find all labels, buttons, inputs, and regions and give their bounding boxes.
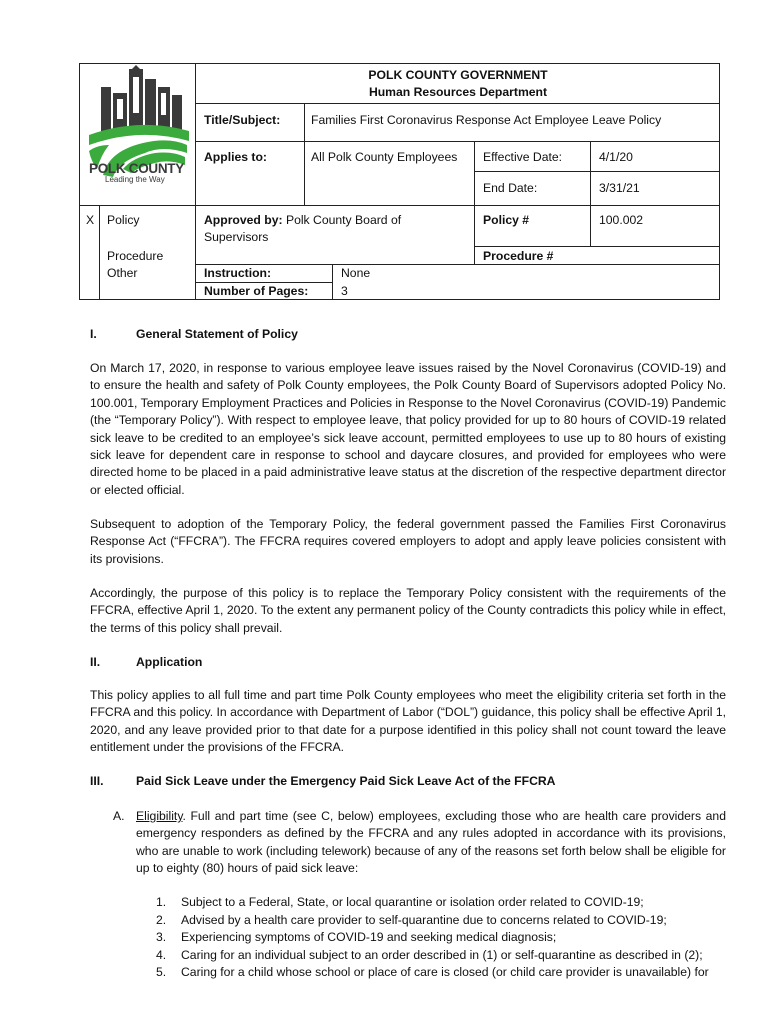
section-3-title: Paid Sick Leave under the Emergency Paid Sick Leave Act of the FFCRA — [136, 774, 556, 788]
polk-county-logo — [83, 65, 195, 195]
instruction-value: None — [341, 266, 371, 280]
list-item-text: Subject to a Federal, State, or local quarantine or isolation order related to COVID-19; — [181, 895, 644, 909]
type-policy: Policy — [107, 213, 140, 227]
applies-to-label: Applies to: — [204, 150, 267, 164]
pages-label: Number of Pages: — [204, 284, 309, 298]
section-2-heading — [90, 655, 202, 669]
list-item — [156, 912, 728, 930]
effective-date-label: Effective Date: — [483, 150, 563, 164]
instruction-label: Instruction: — [204, 266, 272, 280]
policy-number-label: Policy # — [483, 213, 530, 227]
list-item-number: 5. — [156, 965, 167, 980]
logo-name: POLK COUNTY — [89, 161, 184, 176]
logo-tagline: Leading the Way — [105, 175, 165, 184]
section-3-number: III. — [90, 774, 104, 788]
section-1-paragraph-2: Subsequent to adoption of the Temporary Policy, the federal government passed the Families First Coronavirus Response Act (“FFCRA”). The FFCRA requires covered employers to adopt and apply leave policies consistent with its provisions. — [90, 517, 726, 566]
end-date-label: End Date: — [483, 181, 538, 195]
end-date-value: 3/31/21 — [599, 181, 640, 195]
section-1-paragraph-1: On March 17, 2020, in response to various employee leave issues raised by the Novel Coronavirus (COVID-19) and to ensure the health and safety of Polk County employees, the Polk County Board of Supervisors adopted Policy No. 100.001, Temporary Employment Practices and Policies in Response to the Novel Coronavirus (COVID-19) Pandemic (the “Temporary Policy”). With respect to employee leave, that policy provided for up to 80 hours of COVID-19 related sick leave to be credited to an employee’s sick leave account, permitted employees to use up to 80 hours of existing sick leave for dependent care in response to school and daycare closures, and provided for employees who were directed home to be placed in a paid administrative leave status at the discretion of the respective department director or elected official. — [90, 361, 726, 497]
list-item-text: Advised by a health care provider to self-quarantine due to concerns related to COVID-19; — [181, 912, 667, 927]
section-2-number: II. — [90, 655, 101, 669]
section-3-heading — [90, 774, 555, 788]
list-item-text: Caring for an individual subject to an order described in (1) or self-quarantine as described in (2); — [181, 947, 703, 962]
subsection-a-label: A. — [113, 809, 125, 823]
section-1-number: I. — [90, 327, 97, 341]
list-item-number: 1. — [156, 895, 167, 909]
org-name: POLK COUNTY GOVERNMENT — [368, 68, 548, 82]
list-item-number: 2. — [156, 912, 167, 927]
policy-header-table — [79, 63, 720, 300]
approved-by — [204, 212, 401, 228]
pages-value: 3 — [341, 284, 348, 298]
section-2-paragraph-1: This policy applies to all full time and part time Polk County employees who meet the eligibility criteria set forth in the FFCRA and this policy. In accordance with Department of Labor (“DOL”) guidance, this policy shall be effective April 1, 2020, and any leave provided prior to that date for a purpose identified in this policy shall not count toward the leave entitlement under the provisions of the FFCRA. — [90, 688, 726, 755]
list-item — [156, 964, 728, 982]
list-item — [156, 929, 728, 947]
approved-by-label: Approved by: — [204, 213, 283, 227]
type-procedure: Procedure — [107, 249, 164, 263]
type-other: Other — [107, 266, 138, 280]
policy-number-value: 100.002 — [599, 213, 644, 227]
subsection-a-heading: Eligibility — [136, 809, 183, 823]
approved-by-value-line2: Supervisors — [204, 230, 269, 244]
procedure-number-label: Procedure # — [483, 249, 554, 263]
title-value: Families First Coronavirus Response Act Employee Leave Policy — [311, 113, 662, 127]
applies-to-value: All Polk County Employees — [311, 150, 458, 164]
section-1-paragraph-3: Accordingly, the purpose of this policy is to replace the Temporary Policy consistent with the requirements of the FFCRA, effective April 1, 2020. To the extent any permanent policy of the County contradicts this policy while in effect, the terms of this policy shall prevail. — [90, 586, 726, 635]
effective-date-value: 4/1/20 — [599, 150, 633, 164]
subsection-a-text: . Full and part time (see C, below) employees, excluding those who are health care providers and emergency responders as defined by the FFCRA and any rules adopted in accordance with its provisions, who are unable to work (including telework) because of any of the reasons set forth below shall be eligible for up to eighty (80) hours of paid sick leave: — [136, 809, 726, 876]
list-item-text: Experiencing symptoms of COVID-19 and seeking medical diagnosis; — [181, 930, 557, 945]
policy-checkmark: X — [86, 213, 95, 227]
section-1-title: General Statement of Policy — [136, 327, 298, 341]
eligibility-reasons-list — [156, 894, 728, 982]
department-name: Human Resources Department — [368, 85, 548, 99]
list-item — [156, 894, 728, 912]
section-2-title: Application — [136, 655, 203, 669]
section-1-heading — [90, 327, 298, 341]
title-label: Title/Subject: — [204, 113, 281, 127]
list-item-number: 4. — [156, 947, 167, 962]
list-item-number: 3. — [156, 930, 167, 945]
list-item — [156, 947, 728, 965]
list-item-text: Caring for a child whose school or place of care is closed (or child care provider is unavailable) for — [181, 965, 709, 980]
approved-by-value: Polk County Board of — [285, 213, 402, 227]
subsection-a-paragraph — [136, 808, 726, 878]
